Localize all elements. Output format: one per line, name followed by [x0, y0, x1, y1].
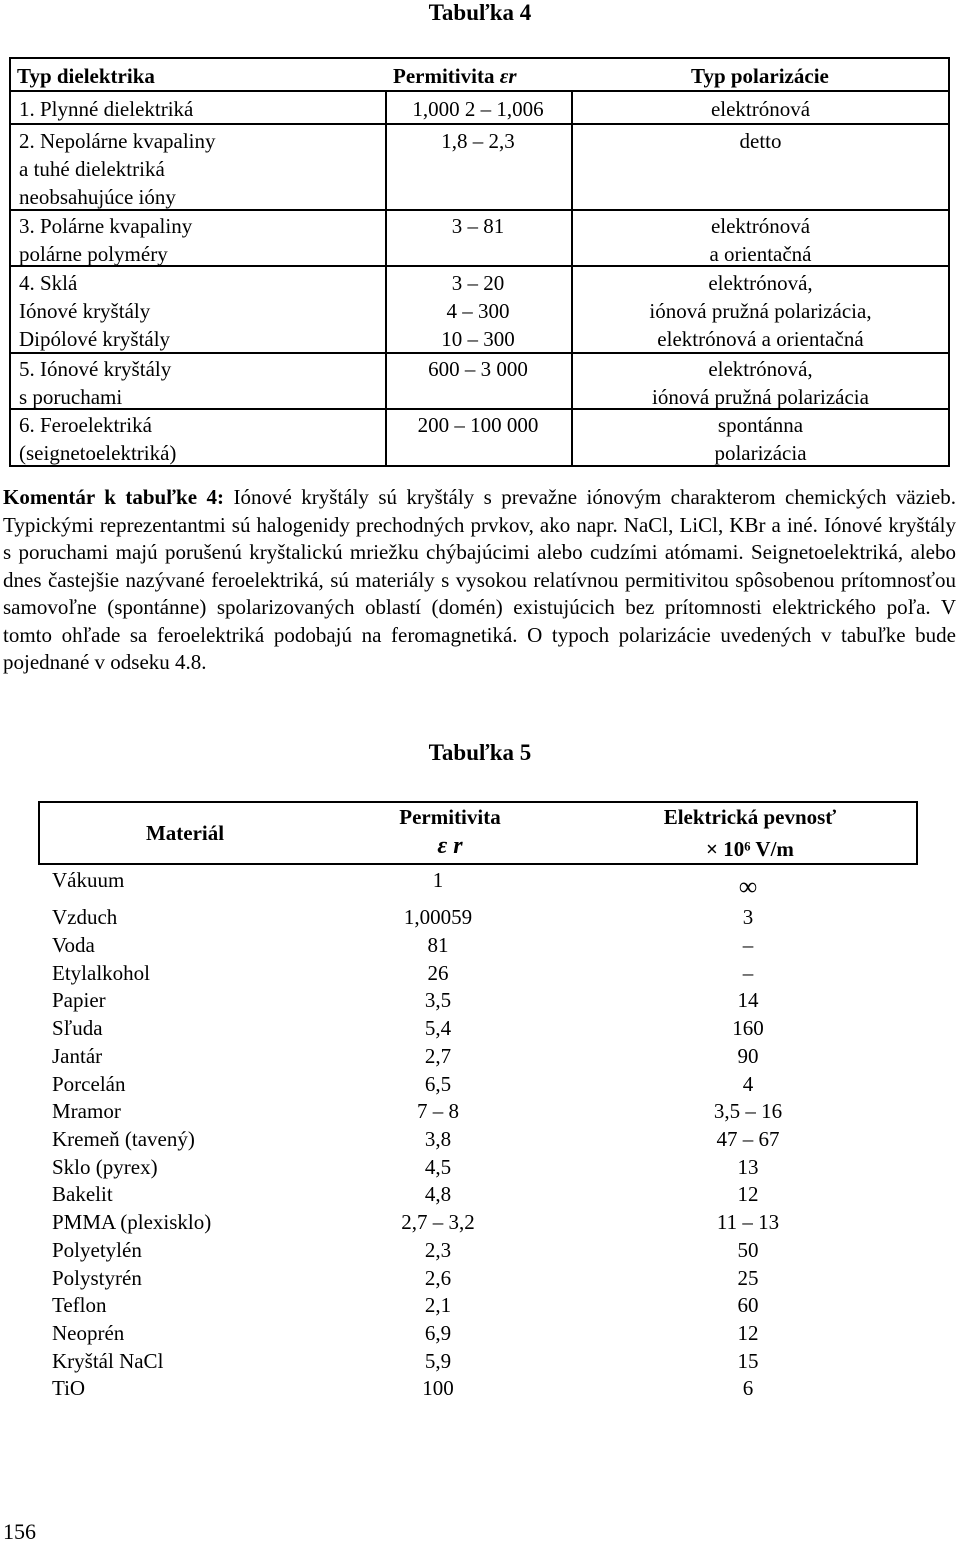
cell-perm: 26 [427, 961, 449, 985]
table4-title: Tabuľka 4 [428, 0, 532, 25]
cell-material: Porcelán [52, 1072, 126, 1096]
comment-text: Iónové kryštály sú kryštály s prevažne iónovým charakterom chemických väzieb. Typickými reprezentantmi sú halogenidy prechodných prvkov, ako napr. NaCl, LiCl, KBr a iné. Iónové kryštály s poruchami majú porušenú kryštalickú mriežku chýbajúcimi alebo cudzími atómami. Seignetoelektriká, alebo dnes častejšie nazývané feroelektriká, sú materiály s vysokou relatívnou permitivitou spôsobenou prítomnosťou samovoľne (spontánne) spolarizovaných oblastí (domén) existujúcich bez prítomnosti elektrického poľa. V tomto ohľade sa feroelektriká podobajú na feromagnetiká. O typoch polarizácie uvedených v tabuľke bude pojednané v odseku 4.8. [3, 485, 956, 674]
cell-material: Vzduch [52, 905, 118, 929]
cell-type: 3. Polárne kvapaliny polárne polyméry [19, 214, 193, 266]
cell-material: Sklo (pyrex) [52, 1155, 158, 1179]
table-row [38, 1321, 918, 1349]
cell-strength: 12 [737, 1182, 759, 1206]
header-permittivity: Permitivita [399, 805, 501, 829]
cell-material: Kryštál NaCl [52, 1349, 164, 1373]
cell-perm: 2,3 [424, 1238, 452, 1262]
cell-strength: 3,5 – 16 [713, 1099, 783, 1123]
cell-strength: – [742, 961, 754, 985]
cell-material: Neoprén [52, 1321, 125, 1345]
cell-strength: 13 [737, 1155, 759, 1179]
cell-material: Bakelit [52, 1182, 113, 1206]
table-row [38, 988, 918, 1016]
infinity-symbol: ∞ [738, 872, 758, 901]
cell-type: 4. Sklá Iónové kryštály Dipólové kryštály [19, 271, 171, 351]
cell-perm: 3 – 20 4 – 300 10 – 300 [441, 271, 515, 351]
table-row [38, 1155, 918, 1183]
cell-perm: 4,8 [424, 1182, 452, 1206]
cell-pol: elektrónová a orientačná [709, 214, 812, 266]
header-polarization: Typ polarizácie [691, 64, 829, 88]
cell-material: Polyetylén [52, 1238, 142, 1262]
cell-type: 5. Iónové kryštály s poruchami [19, 357, 172, 409]
header-permittivity: Permitivita εr [393, 64, 517, 88]
cell-perm: 6,9 [424, 1321, 452, 1345]
table4 [9, 57, 950, 467]
header-material: Materiál [145, 821, 225, 845]
cell-strength: 60 [737, 1293, 759, 1317]
cell-pol: elektrónová [710, 97, 811, 121]
cell-perm: 2,7 [424, 1044, 452, 1068]
cell-perm: 600 – 3 000 [428, 357, 528, 381]
cell-perm: 3,5 [424, 988, 452, 1012]
cell-perm: 2,7 – 3,2 [401, 1210, 475, 1234]
table-row [38, 1266, 918, 1294]
cell-type: 2. Nepolárne kvapaliny a tuhé dielektriká neobsahujúce ióny [19, 129, 216, 209]
comment-label: Komentár k tabuľke 4: [3, 485, 225, 509]
table-row [38, 1016, 918, 1044]
cell-perm: 81 [427, 933, 449, 957]
table-row [38, 868, 918, 901]
cell-strength: 50 [737, 1238, 759, 1262]
cell-strength: – [742, 933, 754, 957]
table4-comment [3, 484, 956, 677]
cell-type: 6. Feroelektriká (seignetoelektriká) [19, 413, 177, 465]
cell-material: Mramor [52, 1099, 121, 1123]
cell-perm: 1,8 – 2,3 [441, 129, 515, 153]
cell-strength: 47 – 67 [716, 1127, 780, 1151]
cell-perm: 5,9 [424, 1349, 452, 1373]
header-strength: Elektrická pevnosť [663, 805, 837, 829]
cell-perm: 5,4 [424, 1016, 452, 1040]
cell-perm: 100 [422, 1376, 454, 1400]
cell-perm: 6,5 [424, 1072, 452, 1096]
table-row [38, 1044, 918, 1072]
epsilon-symbol: εr [499, 64, 517, 88]
table-row [38, 1127, 918, 1155]
cell-strength: 160 [732, 1016, 764, 1040]
epsilon-symbol: ε r [437, 833, 463, 859]
cell-strength: 11 – 13 [716, 1210, 780, 1234]
cell-pol: elektrónová, iónová pružná polarizácia [652, 357, 869, 409]
table-row [38, 1210, 918, 1238]
cell-strength: 6 [742, 1376, 754, 1400]
cell-strength: 3 [742, 905, 754, 929]
cell-strength: 15 [737, 1349, 759, 1373]
cell-type: 1. Plynné dielektriká [19, 97, 194, 121]
table-row [38, 1376, 918, 1404]
table-row [38, 1072, 918, 1100]
row-divider [11, 123, 948, 125]
cell-perm: 1,00059 [403, 905, 473, 929]
cell-perm: 200 – 100 000 [417, 413, 539, 437]
table5-header [38, 801, 918, 865]
table-row [38, 933, 918, 961]
table-row [38, 1293, 918, 1321]
table-row [38, 1099, 918, 1127]
header-strength-unit: × 10⁶ V/m [706, 837, 794, 861]
cell-perm: 3 – 81 [451, 214, 505, 238]
cell-material: Etylalkohol [52, 961, 150, 985]
cell-material: PMMA (plexisklo) [52, 1210, 212, 1234]
cell-perm: 2,1 [424, 1293, 452, 1317]
table-row [38, 905, 918, 933]
table-row [38, 1349, 918, 1377]
cell-strength: 90 [737, 1044, 759, 1068]
cell-pol: detto [739, 129, 782, 153]
cell-perm: 1,000 2 – 1,006 [412, 97, 544, 121]
cell-strength: 4 [742, 1072, 754, 1096]
cell-material: Papier [52, 988, 106, 1012]
table-row [38, 961, 918, 989]
cell-material: Voda [52, 933, 95, 957]
cell-material: Vákuum [52, 868, 125, 892]
cell-perm: 4,5 [424, 1155, 452, 1179]
table5-title: Tabuľka 5 [428, 740, 532, 765]
table4-header [11, 59, 948, 92]
cell-material: Sľuda [52, 1016, 103, 1040]
cell-perm: 7 – 8 [417, 1099, 459, 1123]
cell-material: Teflon [52, 1293, 107, 1317]
cell-pol: elektrónová, iónová pružná polarizácia, elektrónová a orientačná [649, 271, 872, 351]
header-type: Typ dielektrika [17, 64, 155, 88]
cell-perm: 2,6 [424, 1266, 452, 1290]
cell-material: Jantár [52, 1044, 103, 1068]
table-row [38, 1238, 918, 1266]
cell-perm: 3,8 [424, 1127, 452, 1151]
cell-material: TiO [52, 1376, 86, 1400]
cell-strength: 14 [737, 988, 759, 1012]
table-row [38, 1182, 918, 1210]
cell-strength: 12 [737, 1321, 759, 1345]
cell-material: Polystyrén [52, 1266, 142, 1290]
cell-strength: 25 [737, 1266, 759, 1290]
cell-pol: spontánna polarizácia [714, 413, 807, 465]
cell-perm: 1 [432, 868, 444, 892]
cell-material: Kremeň (tavený) [52, 1127, 195, 1151]
page-number: 156 [3, 1519, 36, 1544]
